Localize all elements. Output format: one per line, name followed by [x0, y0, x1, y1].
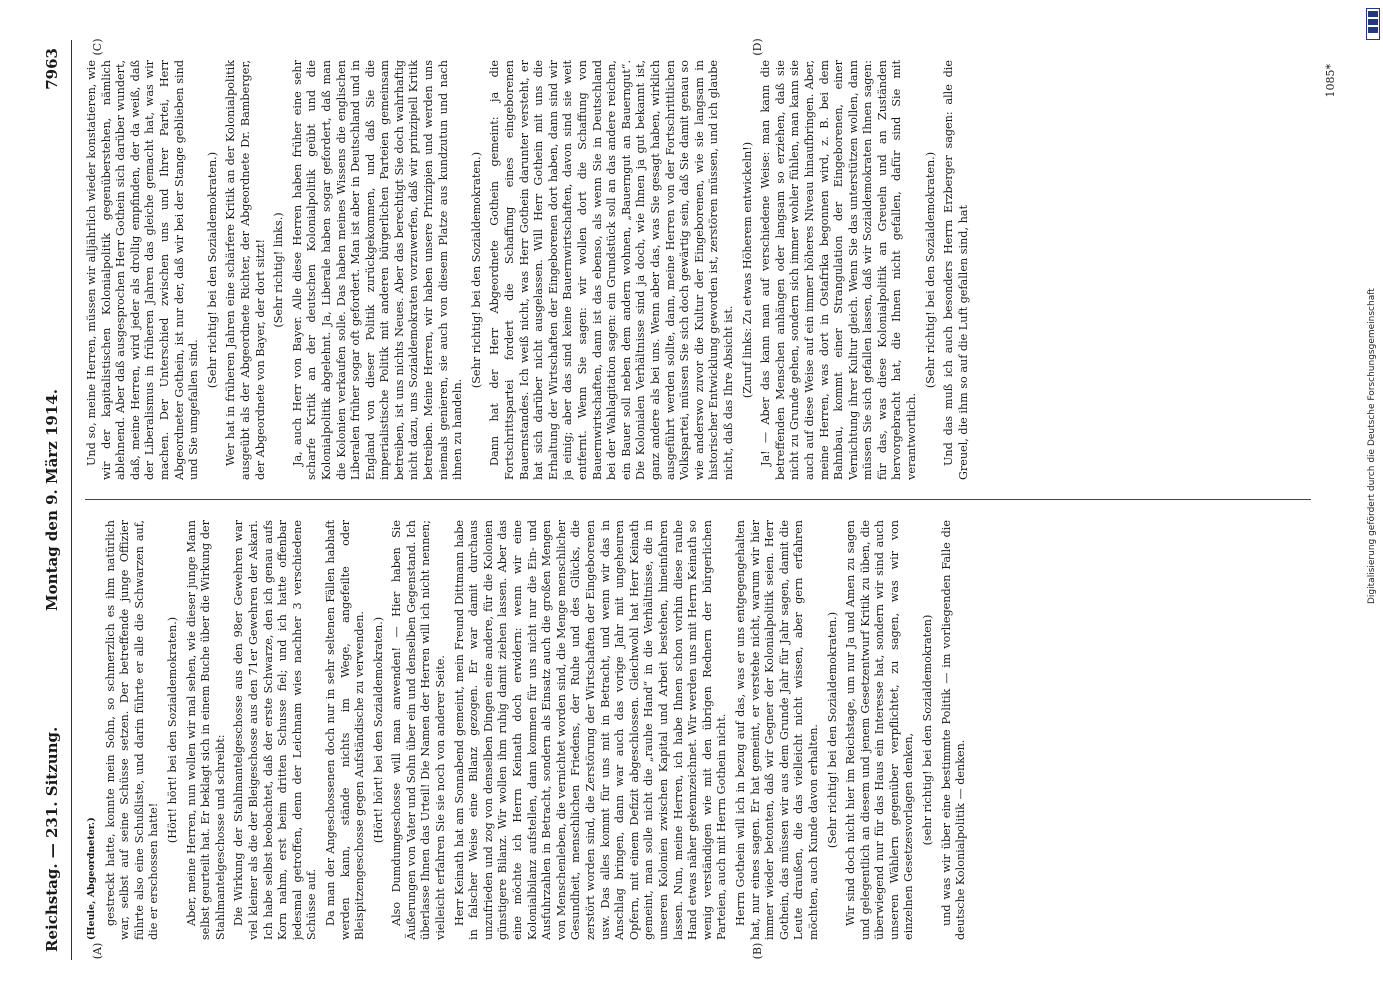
interjection: (Sehr richtig! bei den Sozialdemokraten.) — [205, 151, 219, 389]
speaker-label: (Heule, Abgeordneter.) — [86, 817, 97, 940]
paragraph: Herr Keinath hat am Sonnabend gemeint, mein Freund Dittmann habe in falscher Weise eine Bilanz gezogen. Er war damit durchaus unzufrieden und zog von denselben Dingen eine andere, für die Kolonien günstigere Bilanz. Wir wollen ihm ruhig damit ziehen lassen. Aber das eine möchte ich Herrn Keinath doch erwidern: wenn wir eine Kolonialbilanz aufstellen, dann kommen für uns nicht nur die Ein- und Ausfuhrzahlen in Betracht, sondern als Einsatz auch die großen Mengen von Menschenleben, die vernichtet worden sind, die Menge menschlicher Gesundheit, menschlichen Friedens, der Ruhe und des Glücks, die zerstört worden sind, die Zerstörung der Wirtschaften der Eingeborenen usw. Das alles kommt für uns mit in Betracht, und wenn wir das in Anschlag bringen, dann war auch das vorige Jahr mit ungeheuren Opfern, mit einem Defizit abgeschlossen. Gleichwohl hat Herr Keinath gemeint, man solle nicht die „rauhe Hand“ in die Verhältnisse, die in unseren Kolonien zwischen Kapital und Arbeit bestehen, hineinfahren lassen. Nun, meine Herren, ich habe Ihnen schon vorhin diese rauhe Hand etwas näher gekennzeichnet. Wir werden uns mit Herrn Keinath so wenig verständigen wie mit den übrigen Rednern der bürgerlichen Parteien, auch mit Herrn Gothein nicht. — [452, 520, 729, 940]
dfg-logo-icon — [1366, 8, 1380, 40]
page-signature: 1085* — [1324, 64, 1337, 98]
column-divider — [85, 499, 1311, 500]
header-page-number: 7963 — [43, 48, 61, 90]
interjection: (Hört! hört! bei den Sozialdemokraten.) — [165, 616, 179, 844]
paragraph: Herrn Gothein will ich in bezug auf das, was er uns entgegengehalten hat, nur eines sagen. Er hat gemeint, er verstehe nicht, warum wir hier immer wieder betonten, daß wir Gegner der Kolonialpolitik seien. Herr Gothein, das müssen wir aus dem Grunde Jahr für Jahr sagen, damit die Leute draußen, die das vielleicht nicht wissen, aber gern erfahren möchten, auch Kunde davon erhalten. — [733, 520, 820, 940]
header-date: Montag den 9. März 1914. — [43, 389, 61, 611]
interjection: (Hört! hört! bei den Sozialdemokraten.) — [371, 616, 385, 844]
interjection: (sehr richtig! bei den Sozialdemokraten) — [921, 614, 935, 846]
digitization-strip — [1365, 0, 1383, 1000]
interjection: (Sehr richtig! bei den Sozialdemokraten.) — [923, 151, 937, 389]
interjection: (Sehr richtig! bei den Sozialdemokraten.) — [469, 151, 483, 389]
paragraph: gestreckt hatte, konnte mein Sohn, so schmerzlich es ihm natürlich war, selbst auf seine Schüsse setzen. Der betreffende junge Offizier führte also eine Schußliste, und darin führte er alle die Schwarzen auf, die er erschossen hatte! — [103, 520, 161, 940]
paragraph: Dann hat der Herr Abgeordnete Gothein gemeint: ja die Fortschrittspartei fordert die Schaffung eines eingeborenen Bauernstandes. Ich weiß nicht, was Herr Gothein darunter versteht, er hat sich darüber nicht ausgelassen. Will Herr Gothein mit uns die Erhaltung der Wirtschaften der Eingeborenen dort haben, dann sind wir ja einig; aber das sind keine Bauernwirtschaften, davon sind sie weit entfernt. Wenn Sie sagen: wir wollen dort die Schaffung von Bauernwirtschaften, dann ist das ebenso, als wenn Sie in Deutschland bei der Wahlagitation sagen: ein Grundstück soll an das andere reichen, ein Bauer soll neben dem andern wohnen, „Bauerngut an Bauerngut“. Die Kolonialen Verhältnisse sind ja doch, wie Ihnen ja gut bekannt ist, ganz andere als bei uns. Wenn aber das, was Sie gesagt haben, wirklich ausgeführt werden sollte, dann, meine Herren von der Fortschrittlichen Volkspartei, müssen Sie sich doch gewärtig sein, daß Sie damit genau so wie anderswo zuvor die Kultur der Eingeborenen, wie sie langsam in historischer Entwicklung geworden ist, zerstören müssen, und ich glaube nicht, daß das Ihre Absicht ist. — [488, 60, 735, 480]
paragraph: und was wir über eine bestimmte Politik — im vorliegenden Falle die deutsche Kolonialpolitik — denken. — [939, 520, 968, 940]
paragraph: Wer hat in früheren Jahren eine schärfere Kritik an der Kolonialpolitik ausgeübt als der Abgeordnete Richter, der Abgeordnete Dr. Bamberger, der Abgeordnete von Bayer, der dort sitzt! — [224, 60, 267, 480]
left-column — [85, 520, 1311, 940]
digitization-credit: Digitalisierung gefördert durch die Deutsche Forschungsgemeinschaft — [1367, 288, 1377, 604]
paragraph: Wir sind doch nicht hier im Reichstage, um nur Ja und Amen zu sagen und gelegentlich an diesem und jenem Gesetzentwurf Kritik zu üben, die überwiegend nur für das Haus ein Interesse hat, sondern wir sind auch unseren Wählern gegenüber verpflichtet, zu sagen, was wir von einzelnen Gesetzesvorlagen denken, — [844, 520, 916, 940]
paragraph: Aber, meine Herren, nun wollen wir mal sehen, wie dieser junge Mann selbst geurteilt hat. Er beklagt sich in einem Buche über die Wirkung der Stahlmantelgeschosse und schreibt: — [184, 520, 227, 940]
header-session: Reichstag. — 231. Sitzung. — [43, 726, 61, 952]
quote: Die Wirkung der Stahlmantelgeschosse aus den 98er Gewehren war viel kleiner als die der Bleigeschosse aus den 71er Gewehren der Askari. Ich habe selbst beobachtet, daß der erste Schwarze, den ich genau aufs Korn nahm, erst beim dritten Schusse fiel; und ich hatte offenbar jedesmal getroffen, denn der Leichnam wies nachher 3 verschiedene Schüsse auf. — [232, 520, 319, 940]
interjection: (Sehr richtig! links.) — [272, 212, 286, 328]
rotated-page-content — [31, 40, 1351, 960]
paragraph: Und so, meine Herren, müssen wir alljährlich wieder konstatieren, wie wir der kapitalistischen Kolonialpolitik gegenüberstehen, nämlich ablehnend. Aber daß ausgesprochen Herr Gothein sich darüber wundert, daß, meine Herren, wird jeder als drollig empfinden, der da weiß, daß der Liberalismus in früheren Jahren das gleiche gemacht hat, was wir machen. Der Unterschied zwischen uns und Ihrer Partei, Herr Abgeordneter Gothein, ist nur der, daß wir bei der Stange geblieben sind und Sie umgefallen sind. — [85, 60, 201, 480]
paragraph: Ja, auch Herr von Bayer. Alle diese Herren haben früher eine sehr scharfe Kritik an der deutschen Kolonialpolitik geübt und die Kolonialpolitik abgelehnt. Ja, Liberale haben sogar gefordert, daß man die Kolonien verkaufen solle. Das haben meines Wissens die englischen Liberalen früher sogar oft gefordert. Man ist aber in Deutschland und in England von dieser Politik zurückgekommen, und daß Sie die imperialistische Politik mit anderen bürgerlichen Parteien gemeinsam betreiben, ist uns nichts Neues. Aber das berechtigt Sie doch wahrhaftig nicht dazu, uns Sozialdemokraten vorzuwerfen, daß wir prinzipiell Kritik betreiben. Meine Herren, wir haben unsere Prinzipien und werden uns niemals genieren, sie auch von diesem Platze aus kundzutun und nach ihnen zu handeln. — [290, 60, 465, 480]
margin-mark-c: (C) — [91, 38, 104, 56]
margin-mark-b: (B) — [751, 942, 764, 960]
paragraph: Also Dumdumgeschosse will man anwenden! — Hier haben Sie Äußerungen von Vater und Sohn über ein und denselben Gegenstand. Ich überlasse Ihnen das Urteil! Die Namen der Herren will ich nicht nennen; vielleicht erfahren Sie sie noch von anderer Seite. — [390, 520, 448, 940]
paragraph: Ja! — Aber das kann man auf verschiedene Weise: man kann die betreffenden Menschen anhängen oder langsam so erziehen, daß sie nicht zu Grunde gehen, sondern sich immer wohler fühlen, man kann sie auch auf diese Weise auf ein immer höheres Niveau hinaufbringen. Aber, meine Herren, was dort in Ostafrika begonnen wird, z. B. bei dem Bahnbau, kommt einer Strangulation der Eingeborenen, einer Vernichtung ihrer Kultur gleich. Wenn Sie das unterstützen wollen, dann müssen Sie sich gefallen lassen, daß wir Sozialdemokraten Ihnen sagen: für das, was diese Kolonialpolitik an Greueln und an Zuständen hervorgebracht hat, die Ihnen nicht gefallen, dafür sind Sie mit verantwortlich. — [759, 60, 919, 480]
page-header — [31, 40, 72, 960]
margin-mark-a: (A) — [91, 942, 104, 960]
quote: Da man der Angeschossenen doch nur in sehr seltenen Fällen habhaft werden kann, stände nichts im Wege, angefeilte oder Bleispitzengeschosse gegen Aufständische zu verwenden. — [323, 520, 367, 940]
margin-mark-d: (D) — [751, 38, 764, 56]
right-column — [85, 60, 1311, 480]
interjection: (Sehr richtig! bei den Sozialdemokraten.) — [825, 611, 839, 849]
interjection: (Zuruf links: Zu etwas Höherem entwickeln!) — [740, 141, 754, 399]
paragraph: Und das muß ich auch besonders Herrn Erzberger sagen: alle die Greuel, die ihm so auf die Luft gefallen sind, hat — [942, 60, 970, 480]
